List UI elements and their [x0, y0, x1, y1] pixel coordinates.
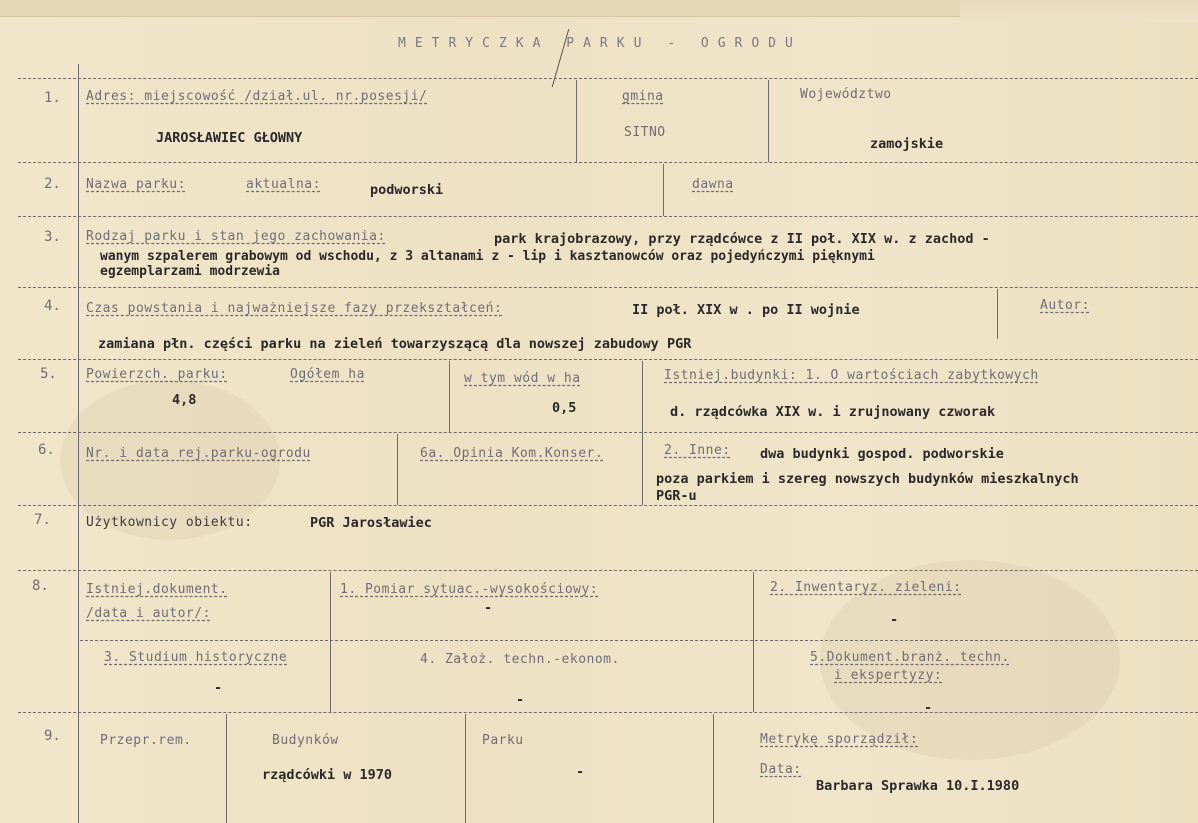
col-divider — [713, 714, 714, 823]
col-divider — [642, 361, 643, 505]
col-divider — [330, 572, 331, 712]
row-number-5: 5. — [40, 366, 57, 382]
buildings-value: d. rządcówka XIX w. i zrujnowany czworak — [670, 404, 996, 420]
documentation-sublabel: /data i autor/: — [86, 606, 211, 621]
current-name-label: aktualna: — [246, 177, 321, 192]
gmina-label: gmina — [622, 89, 664, 104]
history-value: II poł. XIX w . po II wojnie — [632, 302, 860, 318]
col-divider — [449, 361, 450, 432]
row-number-6: 6. — [38, 442, 55, 458]
address-value: JAROSŁAWIEC GŁOWNY — [156, 130, 303, 146]
historical-study-label: 3. Studium historyczne — [104, 650, 288, 665]
date-label: Data: — [760, 762, 802, 777]
voivodeship-label: Województwo — [800, 87, 892, 102]
row-number-8: 8. — [32, 578, 49, 594]
users-value: PGR Jarosławiec — [310, 515, 432, 531]
park-renovation-value: - — [576, 764, 585, 780]
buildings-renovation-label: Budynków — [272, 733, 339, 748]
paper-fold-shadow — [960, 0, 1198, 22]
col-divider — [768, 80, 769, 162]
greenery-inventory-label: 2. Inwentaryz. zieleni: — [770, 580, 962, 595]
row-number-9: 9. — [44, 728, 61, 744]
documentation-label: Istniej.dokument. — [86, 582, 228, 597]
tech-econ-value: - — [516, 692, 525, 708]
row-divider — [18, 287, 1198, 288]
park-type-value-line2: wanym szpalerem grabowym od wschodu, z 3 altanami z - lip i kasztanowców oraz pojedyńczymi pięknymi — [100, 249, 875, 264]
row-number-4: 4. — [44, 298, 61, 314]
row-number-1: 1. — [44, 90, 61, 106]
park-type-value-line1: park krajobrazowy, przy rządcówce z II poł. XIX w. z zachod - — [494, 231, 990, 247]
row-divider — [18, 712, 1198, 713]
historical-study-value: - — [214, 680, 223, 696]
row-divider — [80, 640, 1198, 641]
history-label: Czas powstania i najważniejsze fazy przekształceń: — [86, 301, 503, 316]
park-type-value-line3: egzemplarzami modrzewia — [100, 264, 281, 279]
row-divider — [18, 162, 1198, 163]
users-label: Użytkownicy obiektu: — [86, 515, 253, 530]
other-value-line2: poza parkiem i szereg nowszych budynków mieszkalnych — [656, 471, 1079, 487]
row-divider — [18, 432, 1198, 433]
author-label: Autor: — [1040, 298, 1090, 313]
col-divider — [397, 434, 398, 505]
row-number-3: 3. — [44, 229, 61, 245]
col-divider — [576, 80, 577, 162]
left-margin-line — [78, 64, 79, 823]
row-number-2: 2. — [44, 176, 61, 192]
survey-value: - — [484, 600, 493, 616]
park-renovation-label: Parku — [482, 733, 524, 748]
buildings-label: Istniej.budynki: 1. O wartościach zabytkowych — [664, 368, 1039, 383]
water-area-value: 0,5 — [552, 400, 577, 416]
former-name-label: dawna — [692, 177, 734, 192]
prepared-by-value: Barbara Sprawka 10.I.1980 — [816, 778, 1020, 794]
other-value-line1: dwa budynki gospod. podworskie — [760, 446, 1004, 462]
row-divider — [18, 570, 1198, 571]
col-divider — [663, 164, 664, 216]
row-divider — [18, 505, 1198, 506]
voivodeship-value: zamojskie — [870, 136, 944, 152]
tech-docs-sublabel: i ekspertyzy: — [834, 668, 943, 683]
area-label: Powierzch. parku: — [86, 367, 228, 382]
prepared-by-label: Metrykę sporządził: — [760, 732, 919, 747]
buildings-renovation-value: rządcówki w 1970 — [262, 767, 393, 783]
row-divider — [18, 359, 1198, 360]
other-value-line3: PGR-u — [656, 488, 697, 504]
survey-label: 1. Pomiar sytuac.-wysokościowy: — [340, 582, 599, 597]
row-number-7: 7. — [34, 512, 51, 528]
registration-label: Nr. i data rej.parku-ogrodu — [86, 446, 311, 461]
tech-econ-label: 4. Założ. techn.-ekonom. — [420, 652, 620, 667]
tech-docs-label: 5.Dokument.branż. techn. — [810, 650, 1010, 665]
renovation-label: Przepr.rem. — [100, 733, 192, 748]
current-name-value: podworski — [370, 182, 444, 198]
col-divider — [997, 289, 998, 339]
row-divider — [18, 78, 1198, 79]
commission-opinion-label: 6a. Opinia Kom.Konser. — [420, 446, 604, 461]
park-type-label: Rodzaj parku i stan jego zachowania: — [86, 229, 386, 244]
history-changes-value: zamiana płn. części parku na zieleń towarzyszącą dla nowszej zabudowy PGR — [98, 336, 692, 352]
row-divider — [18, 216, 1198, 217]
col-divider — [753, 572, 754, 712]
total-area-label: Ogółem ha — [290, 367, 365, 382]
document-title: METRYCZKA PARKU - OGRODU — [398, 36, 802, 51]
address-label: Adres: miejscowość /dział.ul. nr.posesji/ — [86, 89, 428, 104]
park-name-label: Nazwa parku: — [86, 177, 186, 192]
gmina-value: SITNO — [624, 125, 666, 140]
col-divider — [226, 714, 227, 823]
other-label: 2. Inne: — [664, 443, 731, 458]
water-area-label: w tym wód w ha — [464, 371, 581, 386]
col-divider — [465, 714, 466, 823]
total-area-value: 4,8 — [172, 392, 197, 408]
tech-docs-value: - — [924, 700, 933, 716]
greenery-inventory-value: - — [890, 612, 899, 628]
